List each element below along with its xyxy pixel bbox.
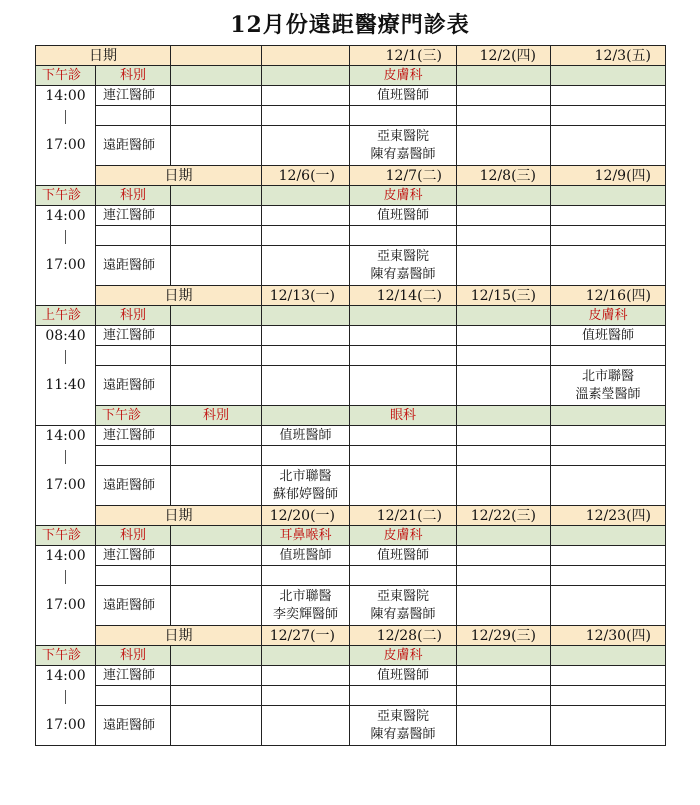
clinic-schedule-table xyxy=(35,45,666,746)
dept-label: 科別 xyxy=(96,526,171,546)
lianjiang-doctor-cell: 值班醫師 xyxy=(350,666,457,686)
dept-cell xyxy=(551,66,666,86)
spacer-cell xyxy=(96,566,171,586)
date-cell: 12/27(一) xyxy=(262,626,350,646)
dept-cell xyxy=(551,186,666,206)
remote-doctor-cell: 亞東醫院 陳宥嘉醫師 xyxy=(350,246,457,286)
date-cell: 12/14(二) xyxy=(350,286,457,306)
remote-doctor-cell: 亞東醫院 陳宥嘉醫師 xyxy=(350,586,457,626)
remote-doctor-cell xyxy=(551,246,666,286)
lianjiang-doctor-cell xyxy=(457,426,551,446)
remote-doctor-cell xyxy=(262,366,350,406)
session-label: 下午診 xyxy=(36,186,96,206)
date-cell: 12/22(三) xyxy=(457,506,551,526)
doctor-type-lianjiang: 連江醫師 xyxy=(96,206,171,226)
lianjiang-doctor-cell xyxy=(262,326,350,346)
spacer-cell xyxy=(262,686,350,706)
date-row xyxy=(36,506,666,526)
date-cell: 12/13(一) xyxy=(262,286,350,306)
lianjiang-doctor-cell xyxy=(171,206,262,226)
date-cell: 12/7(二) xyxy=(350,166,457,186)
remote-doctor-cell xyxy=(457,246,551,286)
department-row xyxy=(36,646,666,666)
dept-cell xyxy=(457,646,551,666)
dept-cell xyxy=(171,66,262,86)
doctor-type-remote: 遠距醫師 xyxy=(96,246,171,286)
date-cell: 12/28(二) xyxy=(350,626,457,646)
dept-label: 科別 xyxy=(96,306,171,326)
spacer-cell xyxy=(457,346,551,366)
remote-doctor-cell xyxy=(457,586,551,626)
spacer-cell xyxy=(551,346,666,366)
time-end: 11:40 xyxy=(45,377,86,393)
lianjiang-doctor-cell xyxy=(551,426,666,446)
spacer-row xyxy=(36,106,666,126)
spacer-cell xyxy=(457,686,551,706)
dept-cell: 皮膚科 xyxy=(551,306,666,326)
date-cell: 12/3(五) xyxy=(551,46,666,66)
lianjiang-doctor-cell xyxy=(171,86,262,106)
time-end: 17:00 xyxy=(45,477,86,493)
date-cell: 12/21(二) xyxy=(350,506,457,526)
dept-cell xyxy=(457,526,551,546)
remote-doctor-cell: 北市聯醫 溫素瑩醫師 xyxy=(551,366,666,406)
remote-doctor-row xyxy=(36,586,666,626)
remote-doctor-cell xyxy=(171,466,262,506)
page-title: 12月份遠距醫療門診表 xyxy=(230,12,470,38)
spacer-cell xyxy=(551,106,666,126)
lianjiang-doctor-cell xyxy=(350,326,457,346)
spacer-cell xyxy=(551,566,666,586)
dept-label: 科別 xyxy=(171,406,262,426)
remote-doctor-cell: 亞東醫院 陳宥嘉醫師 xyxy=(350,126,457,166)
time-start: 14:00 xyxy=(45,88,86,104)
doctor-type-lianjiang: 連江醫師 xyxy=(96,86,171,106)
remote-doctor-cell: 北市聯醫 蘇郁婷醫師 xyxy=(262,466,350,506)
clinic-time xyxy=(36,426,96,526)
remote-doctor-cell xyxy=(262,706,350,746)
lianjiang-doctor-cell xyxy=(350,426,457,446)
spacer-cell xyxy=(350,446,457,466)
dept-cell xyxy=(171,646,262,666)
remote-doctor-cell xyxy=(171,706,262,746)
remote-doctor-cell xyxy=(171,246,262,286)
time-end: 17:00 xyxy=(45,137,86,153)
lianjiang-doctor-cell xyxy=(551,86,666,106)
dept-cell xyxy=(171,306,262,326)
spacer-cell xyxy=(350,106,457,126)
lianjiang-doctor-row xyxy=(36,546,666,566)
remote-doctor-row xyxy=(36,366,666,406)
spacer-cell xyxy=(171,566,262,586)
spacer-cell xyxy=(457,446,551,466)
clinic-time xyxy=(36,546,96,646)
lianjiang-doctor-cell xyxy=(457,666,551,686)
dept-cell xyxy=(171,526,262,546)
department-row xyxy=(36,526,666,546)
dept-cell xyxy=(262,66,350,86)
date-cell: 12/15(三) xyxy=(457,286,551,306)
spacer-row xyxy=(36,686,666,706)
lianjiang-doctor-cell xyxy=(551,206,666,226)
date-cell: 12/6(一) xyxy=(262,166,350,186)
spacer-cell xyxy=(171,346,262,366)
dept-cell: 皮膚科 xyxy=(350,66,457,86)
date-label: 日期 xyxy=(36,46,171,66)
time-range-divider xyxy=(65,230,66,244)
date-cell: 12/16(四) xyxy=(551,286,666,306)
clinic-time xyxy=(36,326,96,426)
dept-label: 科別 xyxy=(96,66,171,86)
time-start: 14:00 xyxy=(45,668,86,684)
time-end: 17:00 xyxy=(45,597,86,613)
spacer-cell xyxy=(171,106,262,126)
lianjiang-doctor-cell xyxy=(551,546,666,566)
remote-doctor-cell xyxy=(551,586,666,626)
dept-cell xyxy=(262,646,350,666)
spacer-cell xyxy=(262,446,350,466)
dept-cell xyxy=(457,406,551,426)
date-label: 日期 xyxy=(96,506,262,526)
dept-cell xyxy=(171,186,262,206)
doctor-type-remote: 遠距醫師 xyxy=(96,706,171,746)
doctor-type-lianjiang: 連江醫師 xyxy=(96,666,171,686)
lianjiang-doctor-cell xyxy=(262,206,350,226)
dept-cell: 皮膚科 xyxy=(350,186,457,206)
remote-doctor-cell xyxy=(350,466,457,506)
doctor-type-remote: 遠距醫師 xyxy=(96,586,171,626)
remote-doctor-cell: 北市聯醫 李奕輝醫師 xyxy=(262,586,350,626)
clinic-time xyxy=(36,206,96,306)
session-label: 下午診 xyxy=(36,66,96,86)
lianjiang-doctor-cell xyxy=(171,326,262,346)
department-row xyxy=(36,306,666,326)
remote-doctor-cell xyxy=(171,586,262,626)
lianjiang-doctor-cell xyxy=(262,86,350,106)
department-row xyxy=(36,66,666,86)
spacer-cell xyxy=(262,226,350,246)
remote-doctor-row xyxy=(36,706,666,746)
lianjiang-doctor-cell: 值班醫師 xyxy=(350,546,457,566)
date-label: 日期 xyxy=(96,626,262,646)
remote-doctor-cell: 亞東醫院 陳宥嘉醫師 xyxy=(350,706,457,746)
spacer-cell xyxy=(551,686,666,706)
remote-doctor-cell xyxy=(551,706,666,746)
doctor-type-lianjiang: 連江醫師 xyxy=(96,426,171,446)
lianjiang-doctor-row xyxy=(36,666,666,686)
dept-cell xyxy=(551,406,666,426)
lianjiang-doctor-cell xyxy=(457,546,551,566)
date-cell: 12/23(四) xyxy=(551,506,666,526)
session-label: 下午診 xyxy=(36,526,96,546)
time-end: 17:00 xyxy=(45,717,86,733)
dept-cell: 耳鼻喉科 xyxy=(262,526,350,546)
spacer-cell xyxy=(457,226,551,246)
lianjiang-doctor-cell xyxy=(457,86,551,106)
dept-cell xyxy=(262,306,350,326)
doctor-type-remote: 遠距醫師 xyxy=(96,466,171,506)
lianjiang-doctor-cell: 值班醫師 xyxy=(350,86,457,106)
date-label: 日期 xyxy=(96,286,262,306)
lianjiang-doctor-cell: 值班醫師 xyxy=(551,326,666,346)
dept-cell xyxy=(457,66,551,86)
lianjiang-doctor-cell: 值班醫師 xyxy=(350,206,457,226)
remote-doctor-row xyxy=(36,246,666,286)
spacer-cell xyxy=(262,566,350,586)
spacer-cell xyxy=(96,446,171,466)
remote-doctor-cell xyxy=(457,366,551,406)
date-cell xyxy=(262,46,350,66)
clinic-time xyxy=(36,86,96,186)
lianjiang-doctor-cell: 值班醫師 xyxy=(262,546,350,566)
doctor-type-lianjiang: 連江醫師 xyxy=(96,326,171,346)
date-row xyxy=(36,626,666,646)
date-cell: 12/2(四) xyxy=(457,46,551,66)
spacer-cell xyxy=(96,226,171,246)
remote-doctor-cell xyxy=(457,466,551,506)
dept-cell: 皮膚科 xyxy=(350,646,457,666)
dept-cell: 眼科 xyxy=(350,406,457,426)
spacer-row xyxy=(36,226,666,246)
date-row xyxy=(36,46,666,66)
remote-doctor-cell xyxy=(457,706,551,746)
lianjiang-doctor-cell xyxy=(457,326,551,346)
clinic-time xyxy=(36,666,96,746)
time-range-divider xyxy=(65,350,66,364)
time-range-divider xyxy=(65,690,66,704)
date-cell: 12/30(四) xyxy=(551,626,666,646)
spacer-cell xyxy=(262,346,350,366)
date-cell: 12/20(一) xyxy=(262,506,350,526)
dept-cell xyxy=(551,646,666,666)
remote-doctor-cell xyxy=(350,366,457,406)
spacer-row xyxy=(36,346,666,366)
remote-doctor-cell xyxy=(551,466,666,506)
date-cell: 12/8(三) xyxy=(457,166,551,186)
lianjiang-doctor-row xyxy=(36,326,666,346)
dept-cell xyxy=(551,526,666,546)
spacer-cell xyxy=(96,346,171,366)
lianjiang-doctor-cell xyxy=(457,206,551,226)
lianjiang-doctor-row xyxy=(36,206,666,226)
lianjiang-doctor-cell xyxy=(171,666,262,686)
date-cell: 12/9(四) xyxy=(551,166,666,186)
department-row xyxy=(36,186,666,206)
dept-cell xyxy=(262,406,350,426)
lianjiang-doctor-cell: 值班醫師 xyxy=(262,426,350,446)
time-end: 17:00 xyxy=(45,257,86,273)
session-label: 下午診 xyxy=(36,646,96,666)
time-start: 14:00 xyxy=(45,428,86,444)
spacer-cell xyxy=(457,566,551,586)
dept-cell xyxy=(457,186,551,206)
remote-doctor-cell xyxy=(171,366,262,406)
doctor-type-lianjiang: 連江醫師 xyxy=(96,546,171,566)
remote-doctor-cell xyxy=(457,126,551,166)
time-start: 14:00 xyxy=(45,548,86,564)
remote-doctor-row xyxy=(36,126,666,166)
lianjiang-doctor-cell xyxy=(551,666,666,686)
dept-label: 科別 xyxy=(96,646,171,666)
time-range-divider xyxy=(65,450,66,464)
date-cell xyxy=(171,46,262,66)
date-label: 日期 xyxy=(96,166,262,186)
spacer-cell xyxy=(551,446,666,466)
remote-doctor-cell xyxy=(262,126,350,166)
time-range-divider xyxy=(65,110,66,124)
lianjiang-doctor-row xyxy=(36,86,666,106)
spacer-cell xyxy=(171,446,262,466)
remote-doctor-cell xyxy=(262,246,350,286)
time-start: 08:40 xyxy=(45,328,86,344)
lianjiang-doctor-row xyxy=(36,426,666,446)
dept-label: 科別 xyxy=(96,186,171,206)
spacer-row xyxy=(36,446,666,466)
dept-cell: 皮膚科 xyxy=(350,526,457,546)
remote-doctor-row xyxy=(36,466,666,506)
spacer-cell xyxy=(350,346,457,366)
time-start: 14:00 xyxy=(45,208,86,224)
spacer-cell xyxy=(551,226,666,246)
doctor-type-remote: 遠距醫師 xyxy=(96,366,171,406)
spacer-cell xyxy=(171,226,262,246)
spacer-cell xyxy=(350,566,457,586)
date-row xyxy=(36,286,666,306)
dept-cell xyxy=(262,186,350,206)
dept-cell xyxy=(457,306,551,326)
remote-doctor-cell xyxy=(171,126,262,166)
spacer-cell xyxy=(350,226,457,246)
spacer-row xyxy=(36,566,666,586)
remote-doctor-cell xyxy=(551,126,666,166)
session-label: 上午診 xyxy=(36,306,96,326)
lianjiang-doctor-cell xyxy=(171,426,262,446)
date-cell: 12/29(三) xyxy=(457,626,551,646)
lianjiang-doctor-cell xyxy=(171,546,262,566)
doctor-type-remote: 遠距醫師 xyxy=(96,126,171,166)
date-row xyxy=(36,166,666,186)
spacer-cell xyxy=(96,106,171,126)
spacer-cell xyxy=(457,106,551,126)
session-label: 下午診 xyxy=(96,406,171,426)
spacer-cell xyxy=(262,106,350,126)
date-cell: 12/1(三) xyxy=(350,46,457,66)
time-range-divider xyxy=(65,570,66,584)
lianjiang-doctor-cell xyxy=(262,666,350,686)
spacer-cell xyxy=(350,686,457,706)
dept-cell xyxy=(350,306,457,326)
spacer-cell xyxy=(96,686,171,706)
spacer-cell xyxy=(171,686,262,706)
department-row xyxy=(36,406,666,426)
